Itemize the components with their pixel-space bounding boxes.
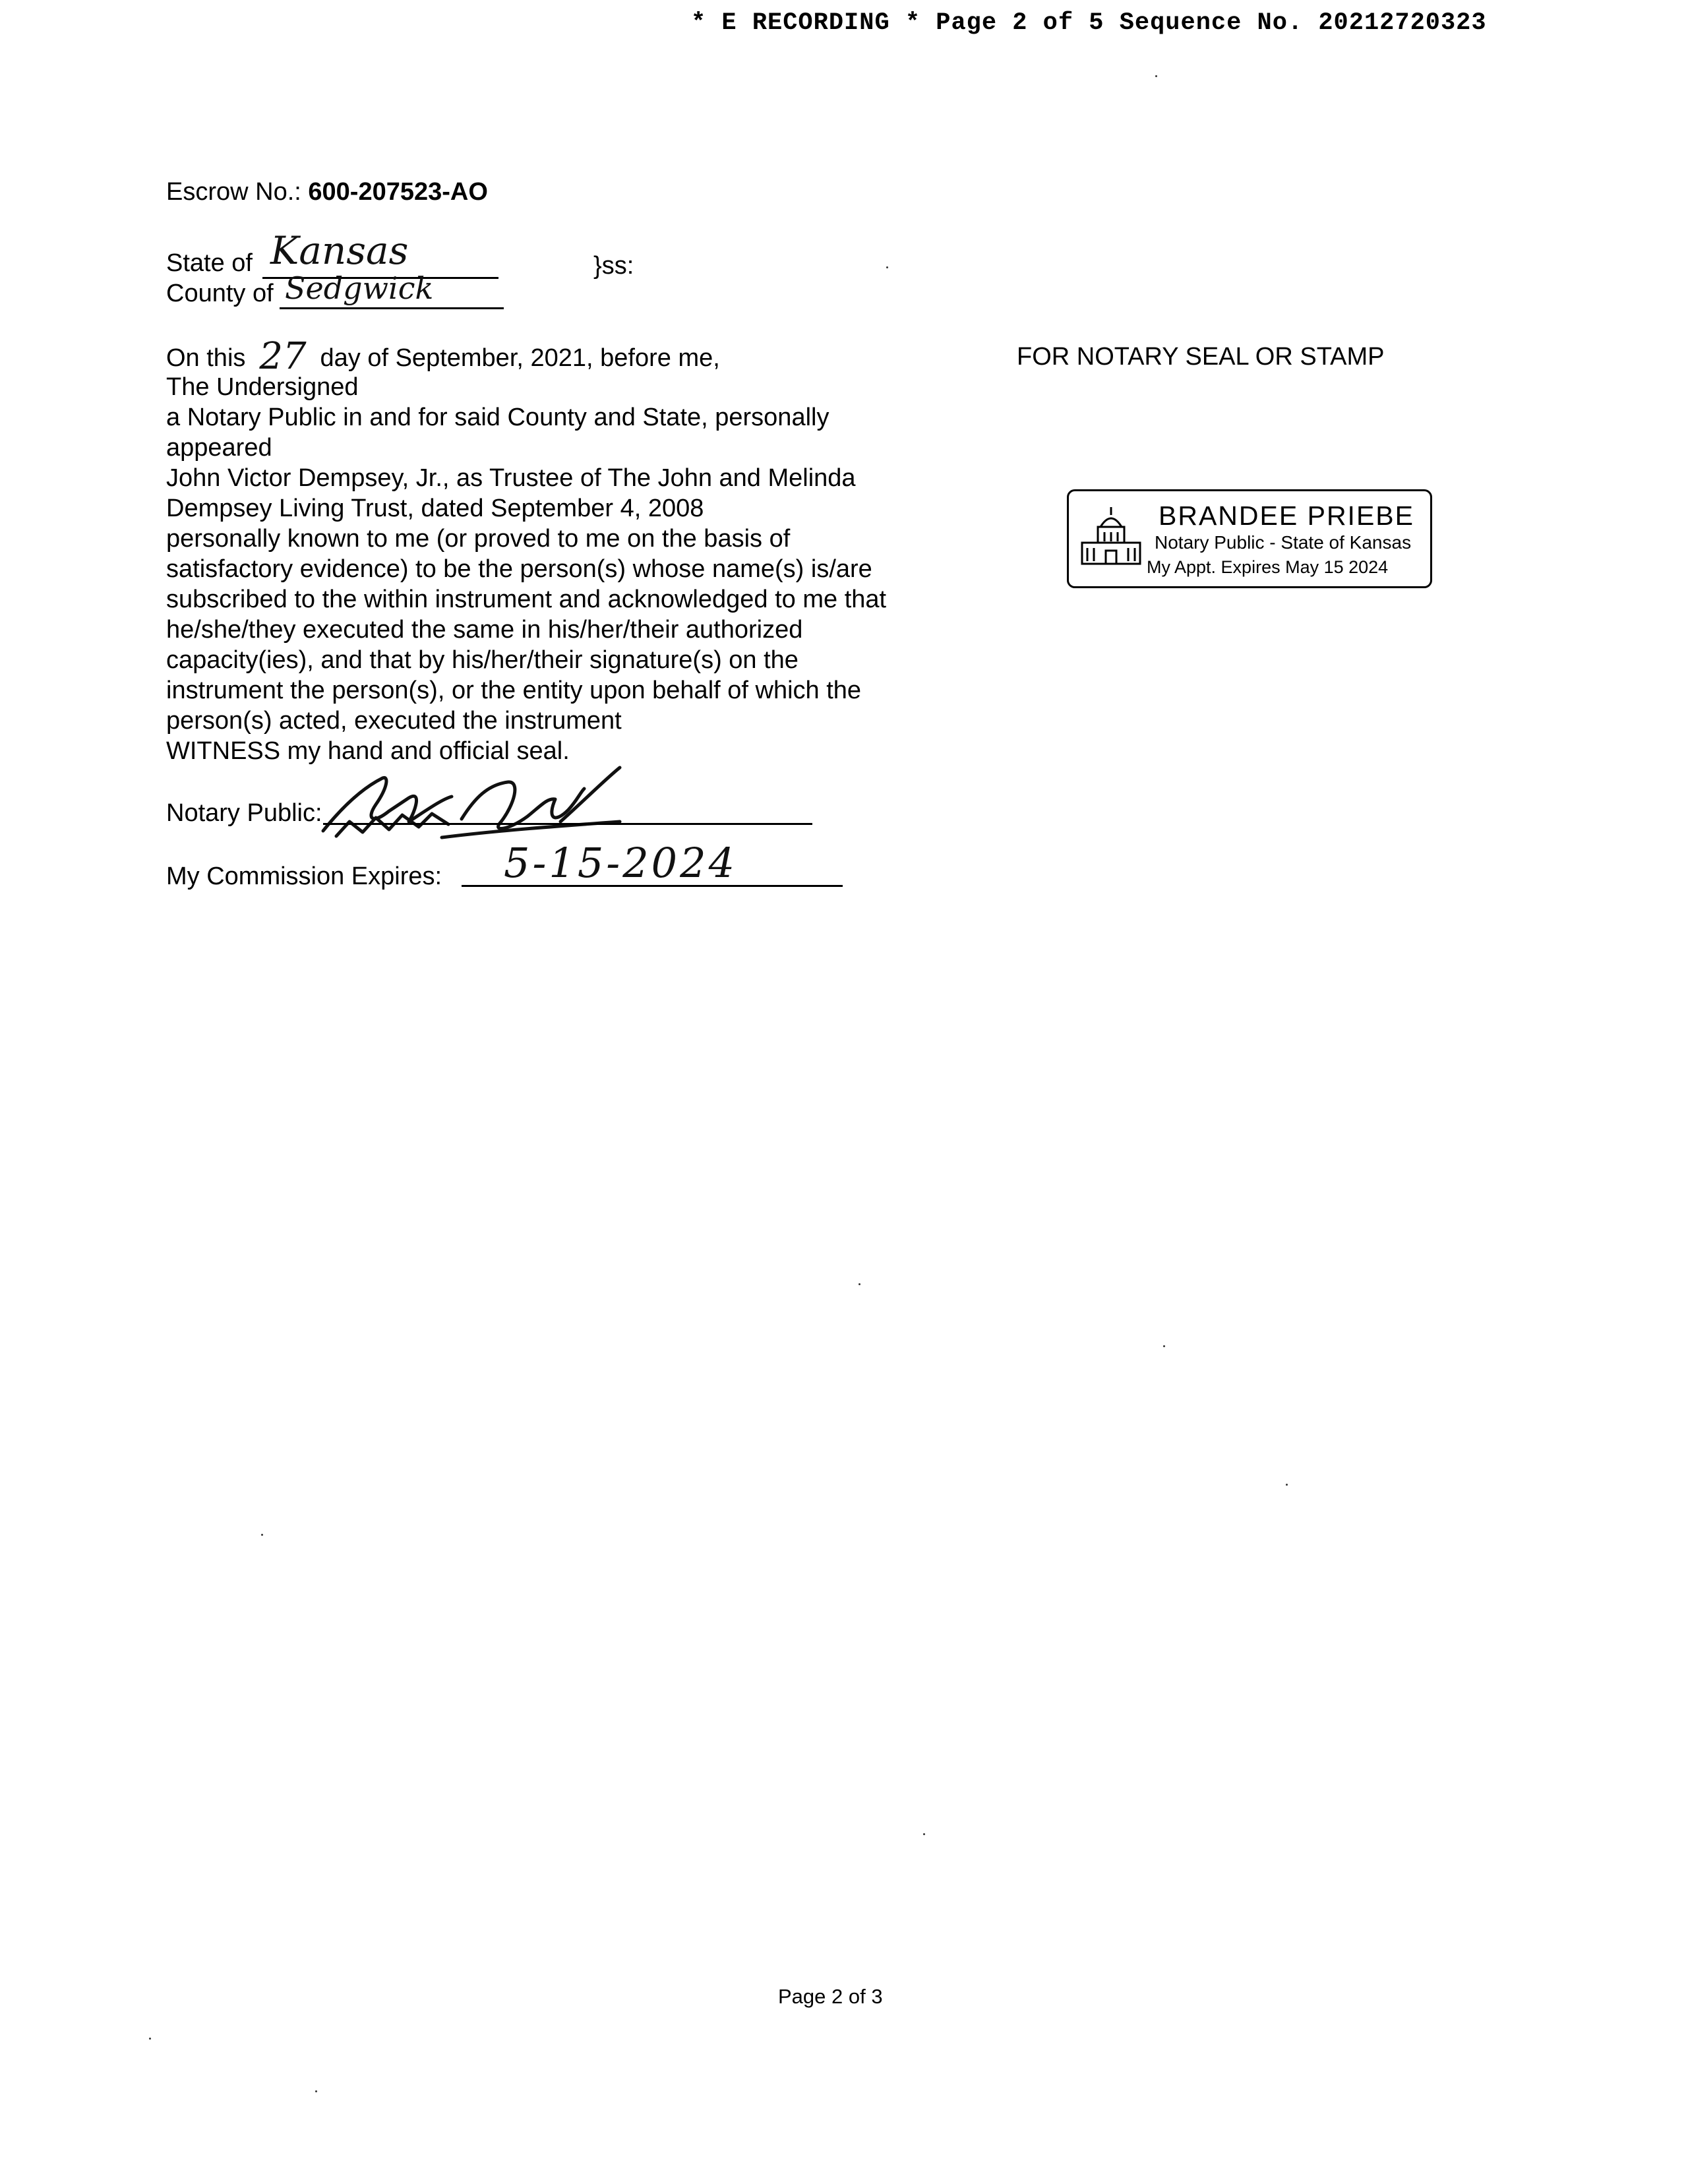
commission-underline	[462, 885, 843, 887]
scan-speck	[1286, 1484, 1288, 1486]
escrow-number: 600-207523-AO	[308, 178, 488, 206]
state-label: State of	[166, 249, 253, 277]
escrow-label: Escrow No.:	[166, 178, 301, 206]
scan-speck	[1163, 1345, 1165, 1347]
escrow-line	[166, 177, 488, 207]
commission-handwritten: 5-15-2024	[504, 839, 738, 887]
scan-speck	[261, 1534, 263, 1536]
ack-line: Dempsey Living Trust, dated September 4, 2008	[166, 495, 704, 522]
scan-speck	[315, 2090, 317, 2092]
notary-signature	[310, 758, 653, 844]
stamp-title: Notary Public - State of Kansas	[1155, 532, 1412, 553]
scan-speck	[886, 266, 888, 268]
ack-line: subscribed to the within instrument and acknowledged to me that	[166, 586, 887, 613]
commission-label: My Commission Expires:	[166, 863, 442, 890]
scan-speck	[149, 2038, 151, 2040]
on-this-line	[166, 335, 720, 378]
capitol-icon	[1078, 503, 1144, 569]
notary-public-label: Notary Public:	[166, 799, 322, 827]
ack-line: capacity(ies), and that by his/her/their signature(s) on the	[166, 646, 799, 674]
day-handwritten: 27	[259, 335, 307, 378]
ss-mark: }ss:	[593, 252, 634, 280]
county-handwritten: Sedgwick	[285, 270, 434, 306]
ack-line: instrument the person(s), or the entity upon behalf of which the	[166, 677, 862, 704]
seal-heading: FOR NOTARY SEAL OR STAMP	[1017, 343, 1385, 371]
page-footer: Page 2 of 3	[778, 1985, 883, 2008]
on-this-label: On this	[166, 344, 246, 372]
ack-line: John Victor Dempsey, Jr., as Trustee of The John and Melinda	[166, 464, 856, 492]
day-rest: day of September, 2021, before me,	[320, 344, 720, 372]
ack-line: he/she/they executed the same in his/her/their authorized	[166, 616, 803, 644]
scan-speck	[1155, 75, 1157, 77]
ack-line: person(s) acted, executed the instrument	[166, 707, 622, 735]
ack-line: The Undersigned	[166, 373, 359, 401]
witness-line: WITNESS my hand and official seal.	[166, 737, 570, 765]
stamp-expiry: My Appt. Expires May 15 2024	[1147, 557, 1389, 577]
signature-underline	[323, 823, 812, 825]
recording-header: * E RECORDING * Page 2 of 5 Sequence No. 20212720323	[691, 9, 1487, 37]
ack-line: a Notary Public in and for said County and State, personally	[166, 404, 829, 431]
scan-speck	[923, 1833, 925, 1835]
county-label: County of	[166, 280, 274, 307]
ack-line: satisfactory evidence) to be the person(s) whose name(s) is/are	[166, 555, 872, 583]
ack-line: personally known to me (or proved to me on the basis of	[166, 525, 791, 553]
state-handwritten: Kansas	[270, 228, 409, 273]
ack-line: appeared	[166, 434, 272, 462]
scan-speck	[859, 1283, 860, 1285]
county-underline	[280, 307, 504, 309]
stamp-name: BRANDEE PRIEBE	[1159, 501, 1414, 531]
notary-stamp	[1067, 489, 1432, 588]
